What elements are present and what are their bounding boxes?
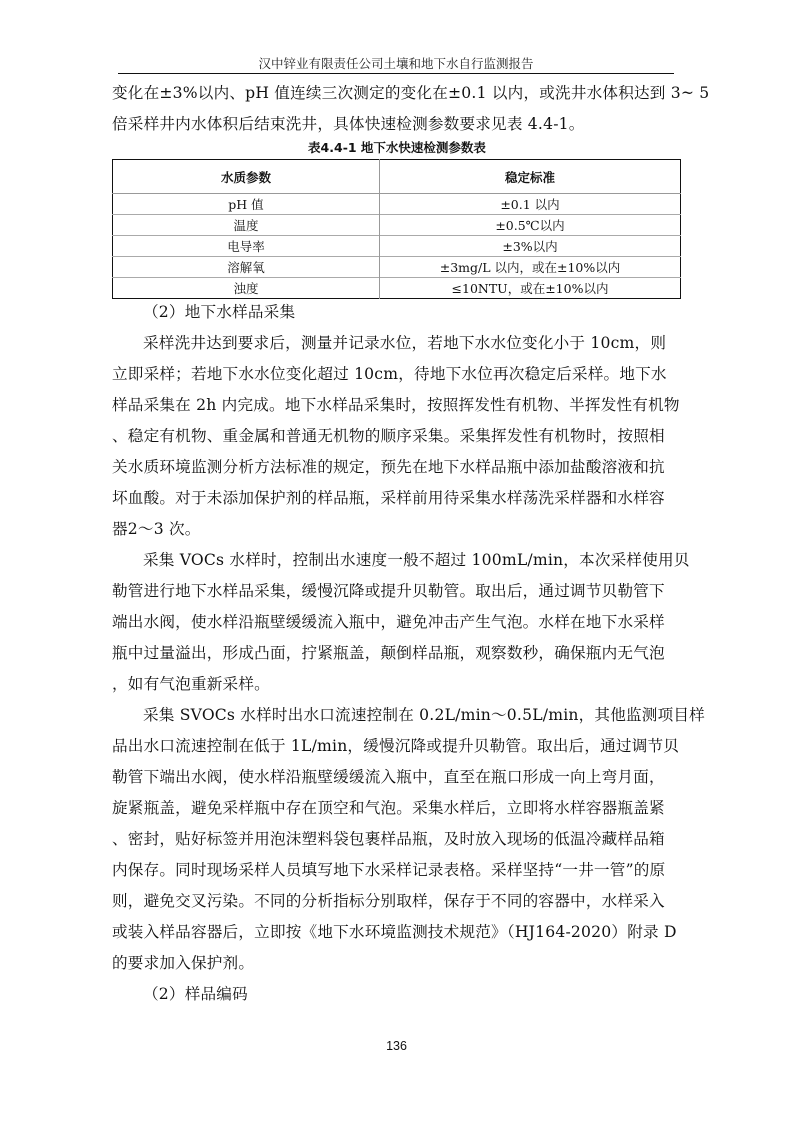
running-header: 汉中锌业有限责任公司土壤和地下水自行监测报告 (258, 56, 534, 71)
paragraph (112, 545, 690, 700)
text-line: 勒管进行地下水样品采集，缓慢沉降或提升贝勒管。取出后，通过调节贝勒管下 (112, 582, 665, 600)
paragraph (112, 328, 682, 545)
table-cell: ±0.1 以内 (380, 194, 681, 215)
header-rule (118, 73, 674, 74)
text-line: 坏血酸。对于未添加保护剂的样品瓶，采样前用待采集水样荡洗采样器和水样容 (112, 489, 665, 507)
column-header: 稳定标准 (380, 160, 681, 194)
text-line: 或装入样品容器后，立即按《地下水环境监测技术规范》（HJ164-2020）附录 D (112, 923, 677, 941)
text-line: 、稳定有机物、重金属和普通无机物的顺序采集。采集挥发性有机物时，按照相 (112, 427, 665, 445)
table-cell: 浊度 (113, 278, 380, 299)
section-heading: （2）样品编码 (143, 985, 248, 1003)
table-cell: 溶解氧 (113, 257, 380, 278)
text-line: 采样洗井达到要求后，测量并记录水位，若地下水水位变化小于 10cm，则 (143, 334, 667, 352)
page-number: 136 (386, 1039, 407, 1053)
text-line: 端出水阀，使水样沿瓶壁缓缓流入瓶中，避免冲击产生气泡。水样在地下水采样 (112, 613, 665, 631)
text-line: 器2～3 次。 (112, 520, 201, 538)
column-header: 水质参数 (113, 160, 380, 194)
text-line: 采集 SVOCs 水样时出水口流速控制在 0.2L/min～0.5L/min，其他监测项目样 (143, 706, 705, 724)
text-line: 则，避免交叉污染。不同的分析指标分别取样，保存于不同的容器中，水样采入 (112, 892, 665, 910)
text-line: 倍采样井内水体积后结束洗井，具体快速检测参数要求见表 4.4-1。 (112, 115, 585, 133)
text-line: 瓶中过量溢出，形成凸面，拧紧瓶盖，颠倒样品瓶，观察数秒，确保瓶内无气泡 (112, 644, 665, 662)
text-line: 、密封，贴好标签并用泡沫塑料袋包裹样品瓶，及时放入现场的低温冷藏样品箱 (112, 830, 665, 848)
table-row (113, 236, 681, 257)
text-line: 勒管下端出水阀，使水样沿瓶壁缓缓流入瓶中，直至在瓶口形成一向上弯月面， (112, 768, 665, 786)
table-cell: 电导率 (113, 236, 380, 257)
text-line: 旋紧瓶盖，避免采样瓶中存在顶空和气泡。采集水样后，立即将水样容器瓶盖紧 (112, 799, 665, 817)
parameters-table (112, 159, 681, 299)
text-line: 采集 VOCs 水样时，控制出水速度一般不超过 100mL/min，本次采样使用贝 (143, 551, 690, 569)
paragraph (112, 700, 705, 979)
table-cell: ±3%以内 (380, 236, 681, 257)
text-line: 变化在±3%以内、pH 值连续三次测定的变化在±0.1 以内，或洗井水体积达到 3~ 5 (112, 84, 710, 102)
section-heading: （2）地下水样品采集 (143, 303, 296, 321)
table-row (113, 257, 681, 278)
table-row (113, 278, 681, 299)
text-line: ，如有气泡重新采样。 (112, 675, 270, 693)
table-cell: 温度 (113, 215, 380, 236)
table-cell: ≤10NTU，或在±10%以内 (380, 278, 681, 299)
table-row (113, 215, 681, 236)
table-cell: ±0.5℃以内 (380, 215, 681, 236)
intro-paragraph (112, 78, 710, 140)
sampling-section (112, 297, 705, 1010)
table-header-row (113, 160, 681, 194)
text-line: 立即采样；若地下水水位变化超过 10cm，待地下水位再次稳定后采样。地下水 (112, 365, 667, 383)
table-row (113, 194, 681, 215)
table-cell: pH 值 (113, 194, 380, 215)
text-line: 品出水口流速控制在低于 1L/min，缓慢沉降或提升贝勒管。取出后，通过调节贝 (112, 737, 680, 755)
table-caption: 表4.4-1 地下水快速检测参数表 (308, 140, 486, 155)
text-line: 样品采集在 2h 内完成。地下水样品采集时，按照挥发性有机物、半挥发性有机物 (112, 396, 680, 414)
text-line: 关水质环境监测分析方法标准的规定，预先在地下水样品瓶中添加盐酸溶液和抗 (112, 458, 665, 476)
table-cell: ±3mg/L 以内，或在±10%以内 (380, 257, 681, 278)
text-line: 内保存。同时现场采样人员填写地下水采样记录表格。采样坚持“一井一管”的原 (112, 861, 666, 879)
text-line: 的要求加入保护剂。 (112, 954, 255, 972)
